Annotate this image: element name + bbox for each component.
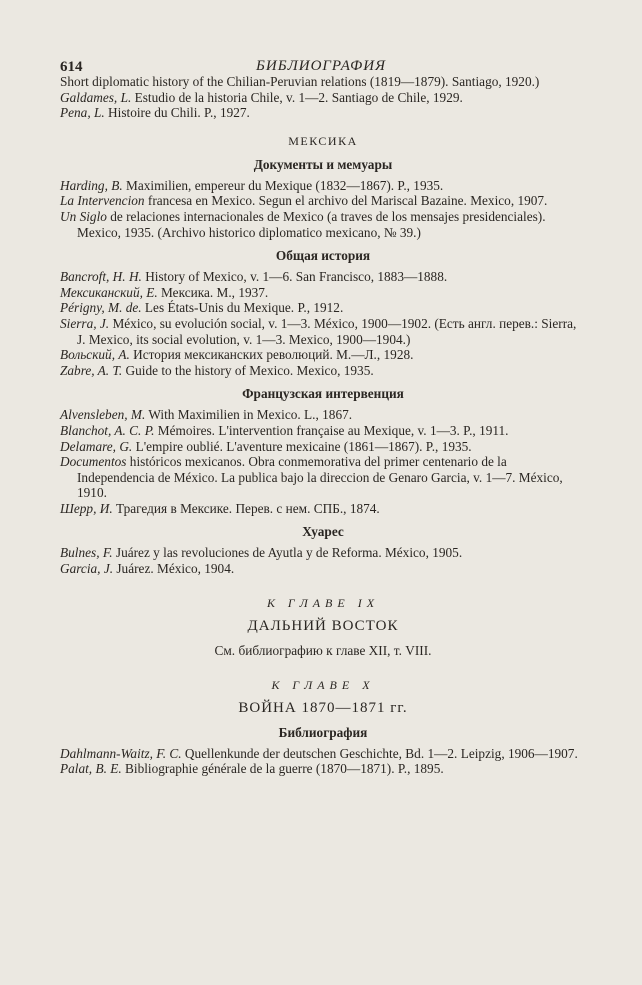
bibliography-entry: Мексиканский, Е. Мексика. М., 1937. (60, 284, 269, 300)
chapter-label-ix: К ГЛАВЕ IX (266, 595, 380, 610)
bibliography-entry: Zabre, A. T. Guide to the history of Mexico. Mexico, 1935. (60, 362, 374, 378)
subheading-juarez: Хуарес (302, 524, 344, 540)
bibliography-entry: Вольский, А. История мексиканских революций. М.—Л., 1928. (60, 347, 414, 363)
intervention-list (60, 407, 586, 516)
bibliography-entry: Dahlmann-Waitz, F. C. Quellenkunde der deutschen Geschichte, Bd. 1—2. Leipzig, 1906—1907. (60, 745, 578, 761)
page-number: 614 (60, 59, 83, 75)
bibliography-entry: Sierra, J. México, su evolución social, v. 1—3. México, 1900—1902. (Есть англ. перев.: Sierra, J. Mexico, its social evolution, v. 1—3. Mexico, 1900—1904.) (60, 315, 577, 347)
chapter-title-war-1870: ВОЙНА 1870—1871 гг. (238, 699, 408, 716)
bibliography-entry: Harding, B. Maximilien, empereur du Mexique (1832—1867). P., 1935. (60, 177, 444, 193)
bibliography-entry: Galdames, L. Estudio de la historia Chile, v. 1—2. Santiago de Chile, 1929. (60, 89, 463, 105)
running-head: БИБЛИОГРАФИЯ (256, 58, 386, 74)
bibliography-entry: Pena, L. Histoire du Chili. P., 1927. (60, 105, 250, 121)
war-bibliography-list (60, 746, 586, 777)
cross-reference-note: См. библиографию к главе XII, т. VIII. (214, 642, 432, 658)
juarez-list (60, 545, 586, 576)
subheading-documents: Документы и мемуары (253, 156, 393, 172)
section-title-mexico: МЕКСИКА (288, 133, 358, 148)
general-history-list (60, 269, 586, 378)
chapter-title-far-east: ДАЛЬНИЙ ВОСТОК (247, 617, 399, 634)
bibliography-entry: La Intervencion francesa en Mexico. Segun el archivo del Mariscal Bazaine. Mexico, 1907. (60, 193, 548, 209)
bibliography-entry: Documentos históricos mexicanos. Obra conmemorativa del primer centenario de la Independencia de México. La publica bajo la direccion de Genaro Garcia, v. 1—7. México, 1910. (60, 454, 563, 501)
subheading-general-history: Общая история (275, 248, 371, 264)
bibliography-entry: Blanchot, A. C. P. Mémoires. L'intervention française au Mexique, v. 1—3. P., 1911. (60, 422, 509, 438)
bibliography-entry: Alvensleben, M. With Maximilien in Mexico. L., 1867. (60, 407, 353, 423)
top-entries (60, 74, 586, 121)
bibliography-entry: Garcia, J. Juárez. México, 1904. (60, 561, 235, 577)
bibliography-entry: Шерр, И. Трагедия в Мексике. Перев. с нем. СПБ., 1874. (60, 500, 380, 516)
bibliography-entry: Bulnes, F. Juárez y las revoluciones de Ayutla y de Reforma. México, 1905. (60, 545, 463, 561)
bibliography-entry: Un Siglo de relaciones internacionales de Mexico (a traves de los mensajes presidenciales). Mexico, 1935. (Archivo historico diplomatico mexicano, № 39.) (60, 208, 546, 240)
bibliography-entry: Short diplomatic history of the Chilian-Peruvian relations (1819—1879). Santiago, 1920.) (60, 74, 540, 89)
chapter-label-x: К ГЛАВЕ X (271, 677, 375, 692)
subheading-bibliography: Библиография (278, 724, 368, 740)
bibliography-entry: Périgny, M. de. Les États-Unis du Mexique. P., 1912. (60, 300, 344, 316)
bibliography-entry: Palat, B. E. Bibliographie générale de la guerre (1870—1871). P., 1895. (60, 761, 444, 777)
subheading-french-intervention: Французская интервенция (242, 386, 404, 402)
documents-list (60, 178, 586, 240)
bibliography-entry: Delamare, G. L'empire oublié. L'aventure mexicaine (1861—1867). P., 1935. (60, 438, 472, 454)
bibliography-entry: Bancroft, H. H. History of Mexico, v. 1—6. San Francisco, 1883—1888. (60, 269, 448, 285)
